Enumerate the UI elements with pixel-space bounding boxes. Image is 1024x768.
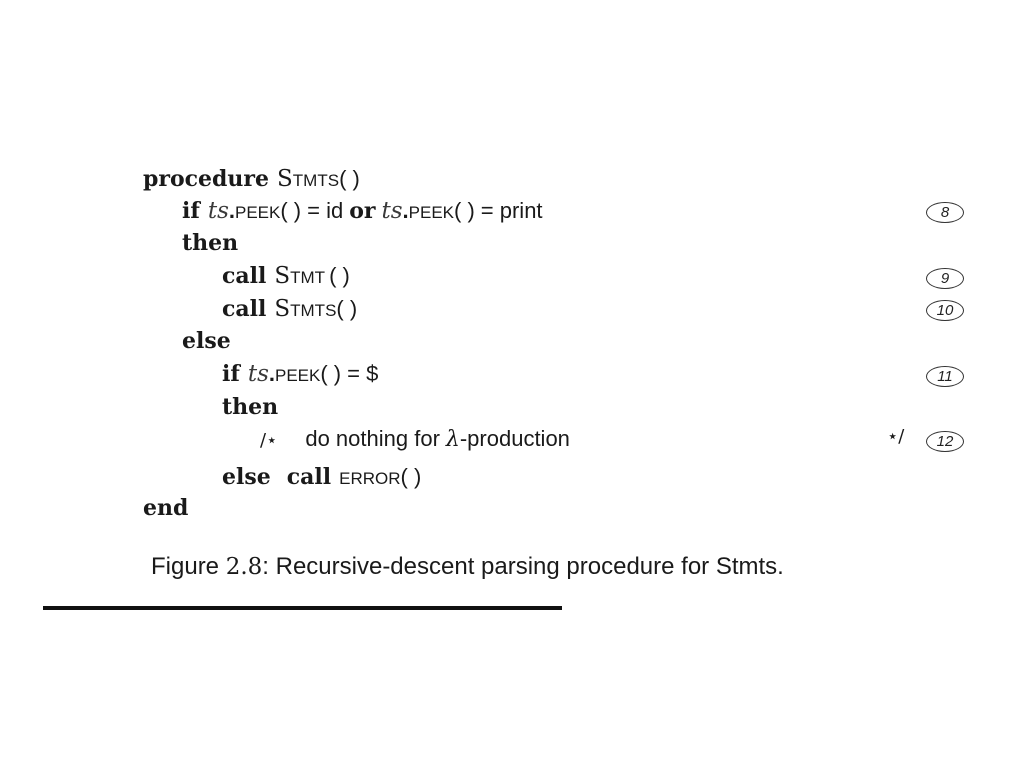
comment-text-before: do nothing for [305,426,440,451]
peek-parens: ( ) [280,198,302,223]
comment-text-after: -production [459,426,570,451]
caption-number: 2.8 [225,554,263,580]
code-line-else [182,328,231,358]
horizontal-rule [43,606,562,610]
dot: . [228,198,235,223]
dot: . [402,198,409,223]
comment-close-wrap [887,426,904,456]
caption-text: : Recursive-descent parsing procedure for Stmts. [262,553,784,580]
code-line-call-stmt [222,263,350,293]
call-keyword: call [222,263,267,289]
line-number-11: 11 [926,366,964,387]
procedure-keyword: procedure [143,166,270,192]
line-number-12: 12 [926,431,964,452]
line-number-10: 10 [926,300,964,321]
else-keyword: else [222,464,271,490]
stmts-name-initial: S [274,296,291,322]
stmts-name-rest: TMTS [292,171,340,190]
line-number-8: 8 [926,202,964,223]
line-number-9: 9 [926,268,964,289]
code-line-then [182,230,238,260]
stmts-parens: ( ) [336,296,358,321]
end-keyword: end [143,495,189,521]
peek-call: PEEK [408,203,455,222]
then-keyword: then [182,230,239,256]
peek-parens: ( ) [320,361,342,386]
code-line-if-dollar [222,361,378,391]
comment-close: ⋆/ [887,426,905,447]
code-line-call-stmts [222,296,357,326]
code-line-end [143,495,188,525]
ts-variable: ts [381,198,403,224]
ts-variable: ts [247,361,269,387]
error-parens: ( ) [400,464,422,489]
peek-call: PEEK [235,203,281,222]
peek-parens: ( ) [454,198,475,223]
comment-open: /⋆ [260,430,278,451]
equals-print: = print [480,198,543,223]
error-call: ERROR [339,469,401,488]
code-line-if-peek [182,198,543,228]
equals-id: = id [307,198,344,223]
dot: . [268,361,275,386]
peek-call: PEEK [275,366,321,385]
stmt-name-rest: TMT [290,268,326,287]
stmt-parens: ( ) [329,263,350,288]
if-keyword: if [222,361,240,387]
code-line-else-error [222,464,421,494]
stmts-name-rest: TMTS [290,301,337,320]
code-line-then-inner [222,394,278,424]
code-line-procedure [143,166,360,196]
call-keyword: call [286,464,332,490]
equals-dollar: = $ [347,361,379,386]
else-keyword: else [182,328,231,354]
stmts-parens: ( ) [339,166,360,191]
if-keyword: if [182,198,200,224]
call-keyword: call [222,296,267,322]
lambda-symbol: λ [445,427,460,452]
figure-caption [151,553,784,581]
code-line-comment [260,426,570,456]
then-keyword: then [222,394,279,420]
stmt-name-initial: S [274,263,291,289]
stmts-name-initial: S [277,166,293,192]
ts-variable: ts [207,198,229,224]
or-keyword: or [349,198,376,224]
caption-label: Figure [151,553,220,580]
